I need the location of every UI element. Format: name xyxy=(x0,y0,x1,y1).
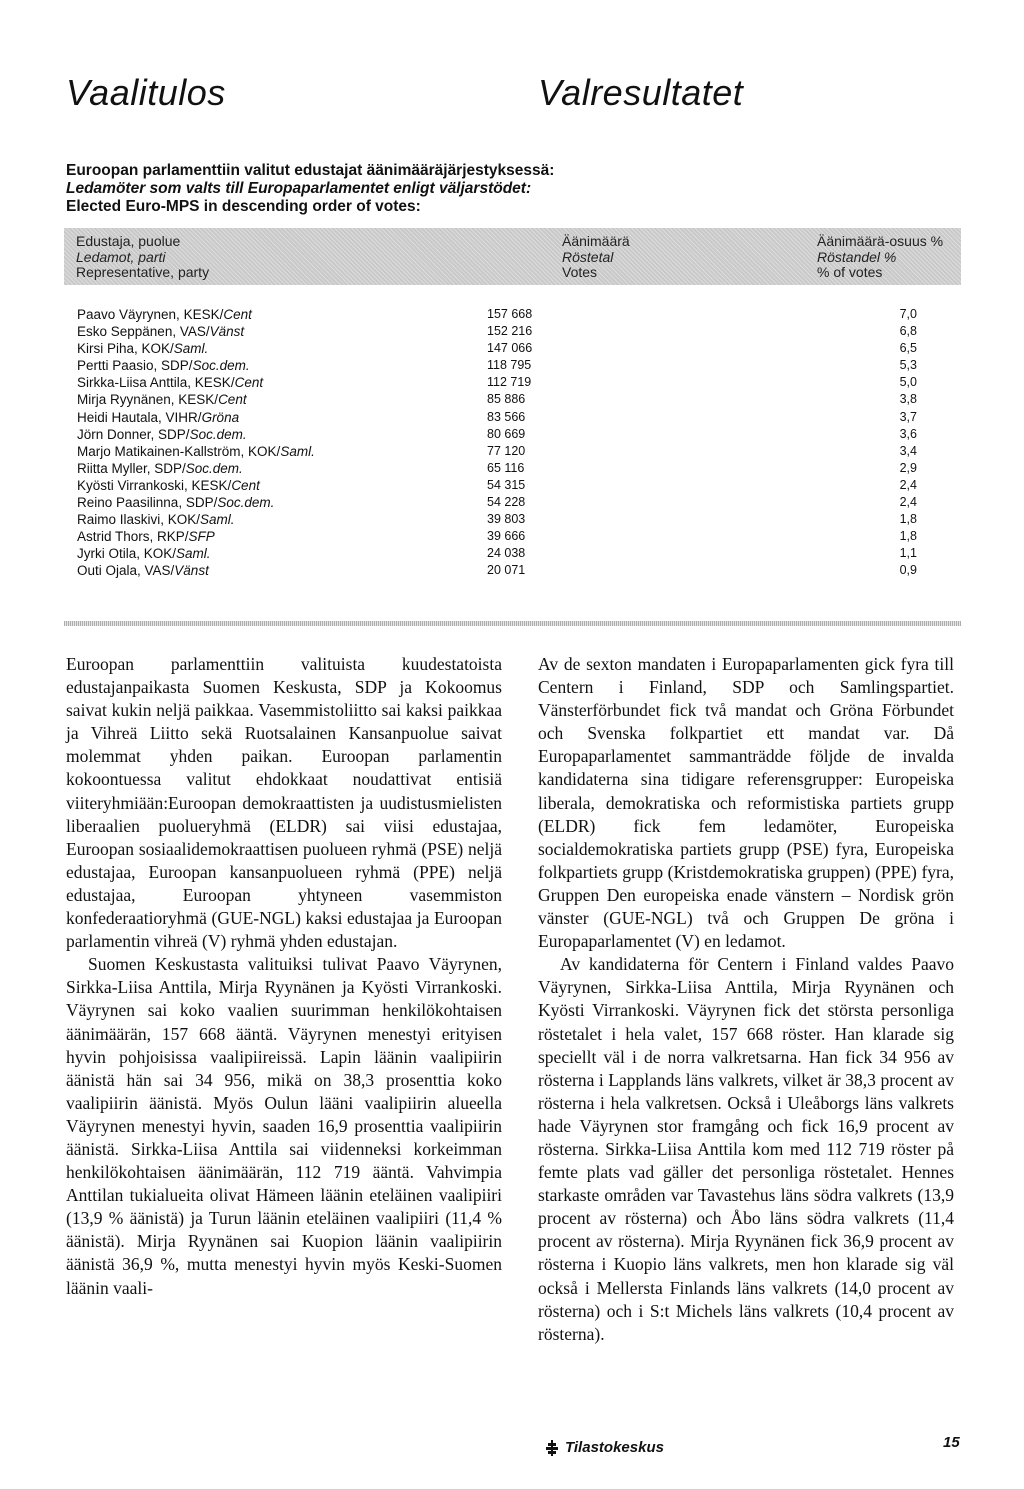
table-intro xyxy=(66,162,966,216)
body-sv-paragraph-2: Av kandidaterna för Centern i Finland valdes Paavo Väyrynen, Sirkka-Liisa Anttila, Mirja Ryynänen och Kyösti Virrankoski. Väyrynen fick det största personliga röstetalet i hela valet, 157 668 röster. Han klarade sig speciellt väl i de norra valkretsarna. Han fick 34 956 av rösterna i Lapplands läns valkrets, vilket är 38,3 procent av rösterna i hela valkretsen. Också i Uleåborgs läns valkrets hade Väyrynen stor framgång och fick 16,9 procent av rösterna. Sirkka-Liisa Anttila kom med 112 719 röster på femte plats vad gäller det personliga röstetalet. Hennes starkaste områden var Tavastehus läns södra valkrets (13,9 procent av rösterna) och Åbo läns södra valkrets (11,4 procent av rösterna). Mirja Ryynänen fick 36,9 procent av rösterna i Kuopio läns valkrets, men hon klarade sig väl också i Mellersta Finlands läns valkrets (14,0 procent av rösterna) och i S:t Michels läns valkrets (10,4 procent av rösterna). xyxy=(538,954,954,1344)
vote-share-value: 3,4 xyxy=(899,443,917,458)
representative-name: Kyösti Virrankoski, KESK/ xyxy=(77,477,232,493)
vote-share-value: 7,0 xyxy=(899,307,917,321)
body-finnish xyxy=(66,653,502,1300)
votes-value: 39 803 xyxy=(487,512,526,527)
votes-value: 85 886 xyxy=(487,392,526,407)
header-share-en: % of votes xyxy=(817,264,883,280)
vote-share-value: 3,7 xyxy=(899,409,917,424)
representative-party xyxy=(77,443,315,460)
representative-party xyxy=(77,323,244,340)
representative-party xyxy=(77,511,235,528)
representative-party xyxy=(77,426,247,443)
header-votes-en: Votes xyxy=(562,264,598,280)
representative-name: Reino Paasilinna, SDP/ xyxy=(77,495,218,511)
votes-value: 20 071 xyxy=(487,563,526,578)
representative-name: Sirkka-Liisa Anttila, KESK/ xyxy=(77,375,235,391)
table-row xyxy=(77,374,917,391)
votes-value: 157 668 xyxy=(487,307,533,321)
representative-party xyxy=(77,477,260,494)
vote-share-value: 6,8 xyxy=(899,324,917,339)
representative-name: Riitta Myller, SDP/ xyxy=(77,460,186,476)
representative-party xyxy=(77,545,211,562)
representative-name: Pertti Paasio, SDP/ xyxy=(77,358,193,374)
party-swedish: Vänst xyxy=(174,563,209,579)
party-swedish: Soc.dem. xyxy=(217,495,275,511)
table-row xyxy=(77,426,917,443)
table-row xyxy=(77,528,917,545)
table-row xyxy=(77,443,917,460)
vote-share-value: 3,6 xyxy=(899,426,917,441)
party-swedish: Saml. xyxy=(280,443,315,459)
table-row xyxy=(77,545,917,562)
party-swedish: Gröna xyxy=(201,409,240,425)
votes-value: 65 116 xyxy=(487,460,525,475)
party-swedish: Soc.dem. xyxy=(185,460,243,476)
representative-name: Raimo Ilaskivi, KOK/ xyxy=(77,512,201,528)
vote-share-value: 5,0 xyxy=(899,375,917,390)
table-row xyxy=(77,340,917,357)
party-swedish: Cent xyxy=(218,392,247,408)
table-row xyxy=(77,477,917,494)
representative-name: Marjo Matikainen-Kallström, KOK/ xyxy=(77,443,281,459)
header-name-fi: Edustaja, puolue xyxy=(76,233,181,249)
party-swedish: Cent xyxy=(223,307,252,322)
table-header xyxy=(64,228,961,285)
representative-name: Mirja Ryynänen, KESK/ xyxy=(77,392,219,408)
party-swedish: Soc.dem. xyxy=(192,358,250,374)
header-votes xyxy=(562,234,630,281)
representative-party xyxy=(77,494,274,511)
divider xyxy=(64,621,961,626)
representative-party xyxy=(77,306,252,323)
representative-party xyxy=(77,391,247,408)
votes-value: 147 066 xyxy=(487,341,533,356)
vote-share-value: 1,8 xyxy=(899,529,917,544)
header-share-fi: Äänimäärä-osuus % xyxy=(817,233,944,249)
table-row xyxy=(77,391,917,408)
body-fi-paragraph-1: Euroopan parlamenttiin valituista kuudestatoista edustajanpaikasta Suomen Keskusta, SDP ja Kokoomus saivat kukin neljä paikkaa. Vasemmistoliitto sai kaksi paikkaa ja Vihreä Liitto sekä Ruotsalainen Kansanpuolue saivat molemmat yhden paikan. Euroopan parlamentin kokoontuessa valitut ehdokkaat noudattivat entisiä viiteryhmiään:Euroopan demokraattisten ja uudistusmielisten liberaalien puolueryhmä (ELDR) sai viisi edustajaa, Euroopan sosiaalidemokraattisen puolueen ryhmä (PSE) neljä edustajaa, Euroopan kansanpuolueen ryhmä (PPE) neljä edustajaa, Euroopan yhtyneen vasemmiston konfederaatioryhmä (GUE-NGL) kaksi edustajaa ja Euroopan parlamentin vihreä (V) ryhmä yhden edustajan. xyxy=(66,654,502,952)
header-share xyxy=(817,234,943,281)
table-row xyxy=(77,562,917,579)
table-row xyxy=(77,494,917,511)
footer-logo xyxy=(545,1439,664,1456)
header-share-sv: Röstandel % xyxy=(817,248,897,265)
page-number: 15 xyxy=(943,1434,960,1451)
representative-party xyxy=(77,409,239,426)
table-row xyxy=(77,357,917,374)
table-row xyxy=(77,460,917,477)
representative-name: Esko Seppänen, VAS/ xyxy=(77,324,210,340)
vote-share-value: 0,9 xyxy=(899,563,917,578)
table-row xyxy=(77,323,917,340)
party-swedish: Cent xyxy=(234,375,264,391)
vote-share-value: 2,4 xyxy=(899,477,917,492)
statistics-finland-logo-icon xyxy=(545,1440,559,1456)
intro-finnish: Euroopan parlamenttiin valitut edustajat äänimääräjärjestyksessä: xyxy=(66,162,555,179)
representative-name: Jyrki Otila, KOK/ xyxy=(77,546,177,562)
intro-swedish: Ledamöter som valts till Europaparlamentet enligt väljarstödet: xyxy=(66,180,532,197)
header-name xyxy=(76,234,209,281)
votes-value: 118 795 xyxy=(487,358,532,373)
party-swedish: Soc.dem. xyxy=(189,426,247,442)
party-swedish: SFP xyxy=(188,529,215,545)
table-row xyxy=(77,511,917,528)
body-fi-paragraph-2: Suomen Keskustasta valituiksi tulivat Paavo Väyrynen, Sirkka-Liisa Anttila, Mirja Ryynänen ja Kyösti Virrankoski. Väyrynen sai koko vaalien suurimman henkilökohtaisen äänimäärän, 157 668 ääntä. Väyrynen menestyi erityisen hyvin pohjoisissa vaalipiireissä. Lapin läänin vaalipiirin äänistä hän sai 34 956, mikä on 38,3 prosenttia koko vaalipiirin äänistä. Myös Oulun lääni vaalipiirin alueella Väyrynen menestyi hyvin, saaden 16,9 prosenttia vaalipiirin äänistä. Sirkka-Liisa Anttila sai viidenneksi korkeimman henkilökohtaisen äänimäärän, 112 719 ääntä. Vahvimpia Anttilan tukialueita olivat Hämeen läänin eteläinen vaalipiiri (13,9 % äänistä) ja Turun läänin eteläinen vaalipiiri (11,4 % äänistä). Mirja Ryynänen sai Kuopion läänin vaalipiirin äänistä 36,9 %, mutta menestyi hyvin myös Keski-Suomen läänin vaali- xyxy=(66,954,502,1298)
party-swedish: Saml. xyxy=(200,512,235,528)
vote-share-value: 1,8 xyxy=(899,512,917,527)
representative-name: Outi Ojala, VAS/ xyxy=(77,563,175,579)
representative-name: Astrid Thors, RKP/ xyxy=(77,529,189,545)
vote-share-value: 6,5 xyxy=(899,341,917,356)
representative-name: Paavo Väyrynen, KESK/ xyxy=(77,307,224,322)
table-row xyxy=(77,306,917,323)
votes-value: 152 216 xyxy=(487,324,533,339)
votes-value: 112 719 xyxy=(487,375,532,390)
party-swedish: Cent xyxy=(231,477,260,493)
vote-share-value: 5,3 xyxy=(899,358,917,373)
vote-share-value: 2,9 xyxy=(899,460,917,475)
votes-value: 54 315 xyxy=(487,477,526,492)
vote-share-value: 3,8 xyxy=(899,392,917,407)
party-swedish: Vänst xyxy=(209,324,245,340)
representative-party xyxy=(77,374,263,391)
body-sv-paragraph-1: Av de sexton mandaten i Europaparlamenten gick fyra till Centern i Finland, SDP och Samlingspartiet. Vänsterförbundet fick två mandat och Gröna Förbundet och Svenska folkpartiet ett mandat var. Då Europaparlamentet sammanträdde följde de invalda kandidaterna sina tidigare referensgrupper: Europeiska liberala, demokratiska och reformistiska partiets grupp (ELDR) fick fem ledamöter, Europeiska socialdemokratiska partiets grupp (PSE) fyra, Europeiska folkpartiets grupp (Kristdemokratiska gruppen) (PPE) fyra, Gruppen Den europeiska enade vänstern – Nordisk grön vänster (GUE-NGL) två och Gruppen De gröna i Europaparlamentet (V) en ledamot. xyxy=(538,654,954,952)
votes-value: 24 038 xyxy=(487,546,526,561)
header-votes-fi: Äänimäärä xyxy=(562,233,630,249)
title-swedish: Valresultatet xyxy=(538,72,744,113)
representative-party xyxy=(77,562,209,579)
header-name-en: Representative, party xyxy=(76,264,210,280)
header-votes-sv: Röstetal xyxy=(562,248,614,265)
votes-value: 54 228 xyxy=(487,495,526,510)
party-swedish: Saml. xyxy=(173,341,209,357)
body-swedish xyxy=(538,653,954,1346)
logo-text: Tilastokeskus xyxy=(565,1439,664,1456)
table-row xyxy=(77,409,917,426)
vote-share-value: 2,4 xyxy=(899,495,917,510)
title-finnish: Vaalitulos xyxy=(66,72,226,113)
votes-value: 77 120 xyxy=(487,443,526,458)
representative-party xyxy=(77,357,250,374)
votes-value: 39 666 xyxy=(487,529,526,544)
intro-english: Elected Euro-MPS in descending order of votes: xyxy=(66,198,421,215)
header-name-sv: Ledamot, parti xyxy=(76,248,166,265)
votes-value: 83 566 xyxy=(487,409,526,424)
representative-name: Heidi Hautala, VIHR/ xyxy=(77,409,202,425)
votes-value: 80 669 xyxy=(487,426,526,441)
representative-party xyxy=(77,528,215,545)
vote-share-value: 1,1 xyxy=(899,546,917,561)
representative-name: Kirsi Piha, KOK/ xyxy=(77,341,174,357)
party-swedish: Saml. xyxy=(176,546,211,562)
representative-name: Jörn Donner, SDP/ xyxy=(77,426,190,442)
representative-party xyxy=(77,340,208,357)
representative-party xyxy=(77,460,243,477)
results-table-body xyxy=(77,306,917,580)
